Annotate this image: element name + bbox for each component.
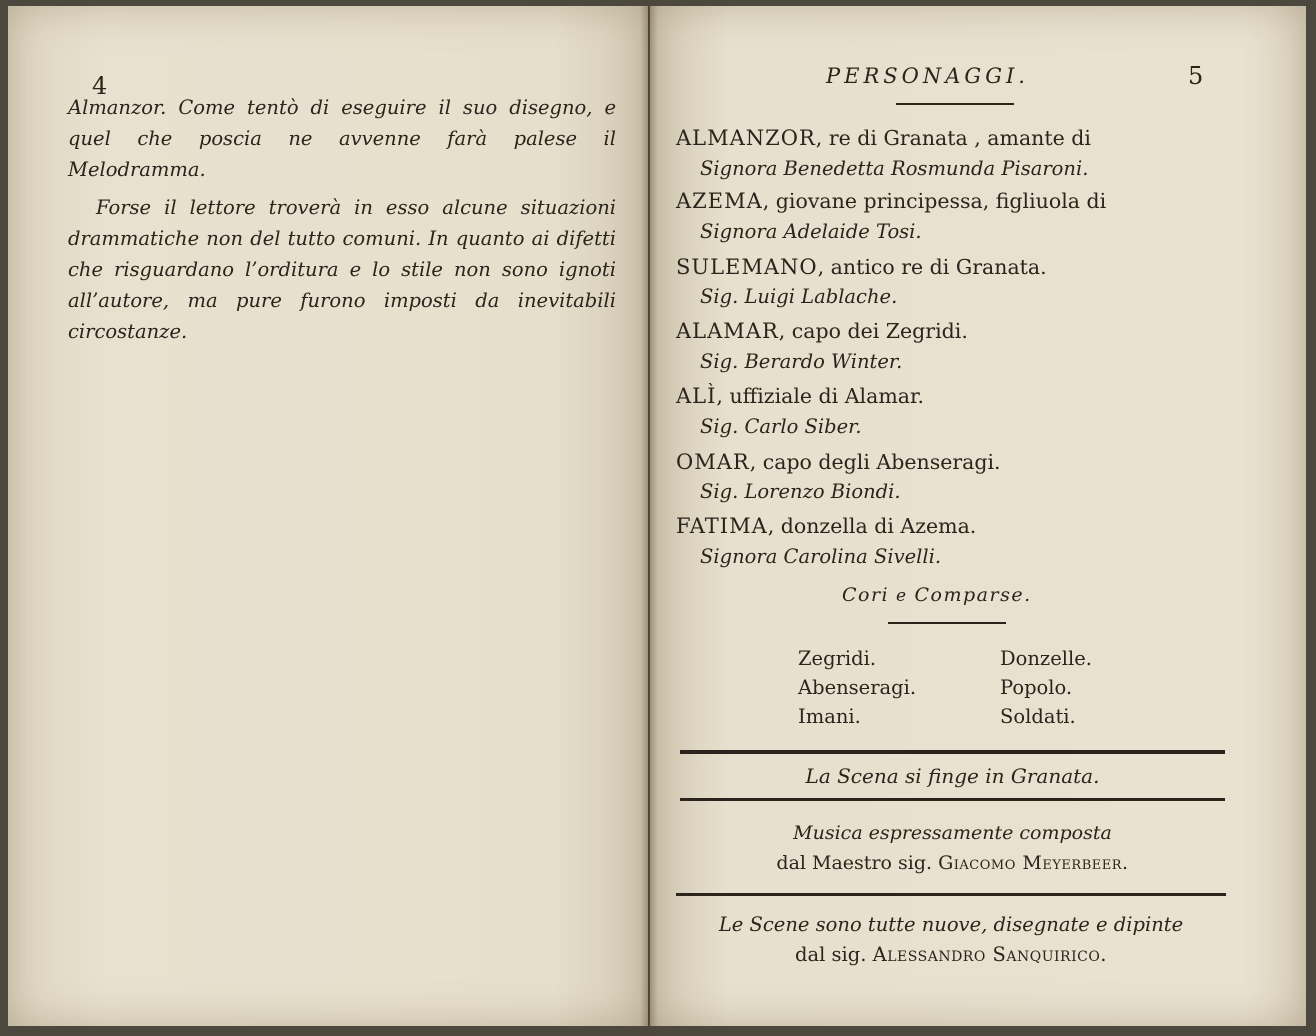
chorus-item: Abenseragi. [798,676,917,699]
paragraph-1: Almanzor. Come tentò di eseguire il suo disegno, e quel che poscia ne avvenne farà palese il Melodramma. [68,96,616,181]
character-omar: OMAR, capo degli Abenseragi. [676,450,1001,474]
left-page-text [68,92,616,347]
cori-e-comparse: Cori e Comparse. [842,584,1032,606]
scena-line: La Scena si finge in Granata. [805,764,1100,788]
scene-credit: Le Scene sono tutte nuove, disegnate e dipinte dal sig. Alessandro Sanquirico. [718,913,1184,966]
actor-azema: Signora Adelaide Tosi. [700,220,922,243]
character-azema: AZEMA, giovane principessa, figliuola di [676,189,1107,213]
paragraph-2: Forse il lettore troverà in esso alcune situazioni drammatiche non del tutto comuni. In quanto ai difetti che risguardano l’orditura e lo stile non sono ignoti all’autore, ma pure furono imposti da inevitabili circostanze. [68,196,616,343]
page-number-right: 5 [1188,62,1204,90]
actor-omar: Sig. Lorenzo Biondi. [700,480,901,503]
chorus-item: Soldati. [1000,705,1076,728]
actor-sulemano: Sig. Luigi Lablache. [700,285,898,308]
character-sulemano: SULEMANO, antico re di Granata. [676,255,1047,279]
chorus-list-right [1000,644,1092,731]
chorus-item: Zegridi. [798,647,877,670]
character-fatima: FATIMA, donzella di Azema. [676,514,977,538]
book-gutter [640,0,658,1036]
thick-rule-1 [680,750,1225,754]
musica-credit: Musica espressamente composta dal Maestro sig. Giacomo Meyerbeer. [776,822,1129,874]
chorus-item: Donzelle. [1000,647,1092,670]
cori-rule [888,622,1006,624]
actor-almanzor: Signora Benedetta Rosmunda Pisaroni. [700,157,1089,180]
chorus-item: Popolo. [1000,676,1073,699]
thick-rule-3 [676,893,1226,896]
character-alamar: ALAMAR, capo dei Zegridi. [676,319,968,343]
thick-rule-2 [680,798,1225,801]
heading-rule [896,103,1014,105]
page-number-left: 4 [92,72,108,100]
chorus-list-left [798,644,916,731]
character-ali: ALÌ, uffiziale di Alamar. [676,384,925,408]
character-almanzor: ALMANZOR, re di Granata , amante di [676,126,1091,150]
chorus-item: Imani. [798,705,861,728]
actor-ali: Sig. Carlo Siber. [700,415,862,438]
actor-fatima: Signora Carolina Sivelli. [700,545,942,568]
actor-alamar: Sig. Berardo Winter. [700,350,903,373]
personaggi-heading: PERSONAGGI. [826,64,1029,88]
